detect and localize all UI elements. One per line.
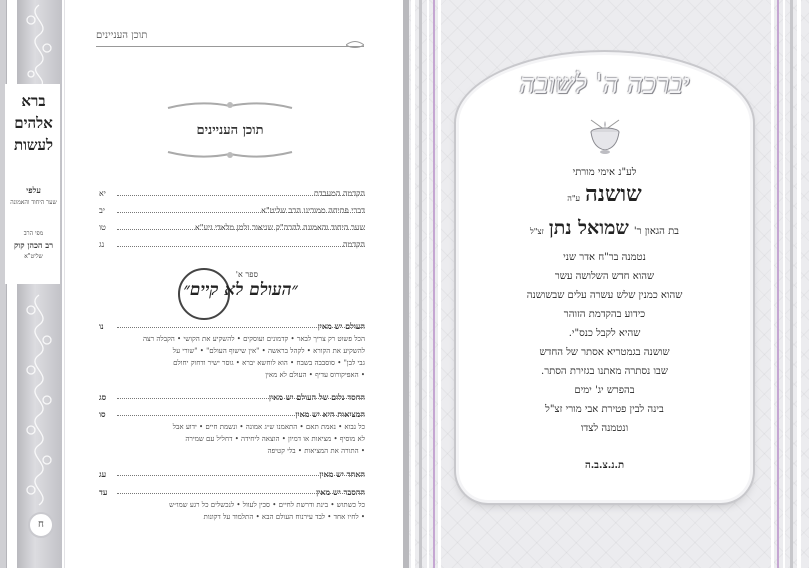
- toc-entry-page: יב: [99, 205, 115, 217]
- toc-entry[interactable]: [99, 239, 365, 251]
- author-label: מפי הרב: [23, 230, 44, 237]
- leader-dots: [117, 327, 365, 328]
- toc-subtopics-line: כל נבוא • נאמת תאם • התאמנו ש״ג אמונה • ונשמת חיים • ידוע אבל: [172, 423, 365, 431]
- toc-entry-label: העולם יש מאין: [317, 321, 365, 331]
- toc-subtopics-line: • התורה את המציאות • בלי קטיפה: [267, 447, 365, 455]
- dedication-name-row: [459, 181, 750, 207]
- header-flourish-icon: [346, 40, 364, 50]
- dedication-line-1: לע"נ אימי מורתי: [572, 167, 637, 178]
- border-stripe: [783, 0, 785, 568]
- toc-subtopics-line: • לחיו אחד • לבד עירנוח העולם הבא • התלמוד על דקונות: [203, 513, 365, 521]
- section-heading: [178, 268, 358, 320]
- toc-entry[interactable]: [99, 486, 365, 498]
- running-header-text: תוכן העניינים: [96, 30, 148, 41]
- border-stripe: [419, 0, 422, 568]
- toc-entry-page: סג: [99, 391, 115, 403]
- toc-entry-page: נג: [99, 239, 115, 251]
- dedication-frame: [459, 55, 750, 500]
- toc-subtopics-line: • האפיקורוס עדיף • העולם לא מאין: [265, 371, 365, 379]
- border-stripe: [427, 0, 429, 568]
- leader-dots: [117, 195, 365, 196]
- toc-entry-label: דברי פתיחה ממורינו הרב שליט"א: [261, 206, 365, 215]
- toc-title-block: [166, 100, 294, 162]
- toc-entry[interactable]: [99, 391, 365, 403]
- dedication-line: שהוא כמנין שלש עשרה עלים שבשושנה: [526, 290, 683, 301]
- toc-title: תוכן העניינים: [196, 123, 264, 138]
- subtitle-label: עלפי: [26, 185, 41, 195]
- dedication-line: בהפרש יג' ימים: [574, 385, 635, 396]
- toc-entry-label: החסד נלום של העולם יש מאין: [268, 392, 365, 402]
- dedication-line: נטמנה בר"ח אדר שני: [563, 252, 646, 263]
- toc-subtopics-line: גבי לבן" • סוסבבה בשבח • הוא לוחשא יברא • גוסר ישיר ודחוק יחולם: [173, 359, 365, 367]
- toc-entry-label: הקדמה המעבדת: [313, 189, 365, 198]
- toc-entry-page: נו: [99, 320, 115, 332]
- leader-dots: [117, 493, 365, 494]
- toc-entry[interactable]: [99, 222, 365, 234]
- toc-entry-page: סו: [99, 408, 115, 420]
- toc-entry-page: עד: [99, 486, 115, 498]
- accent-stripe: [777, 0, 779, 568]
- mother-name: שושנה: [585, 181, 642, 207]
- book-title-line-3: לעשות: [13, 136, 54, 154]
- border-stripe: [411, 0, 415, 568]
- book-title-line-2: אלהים: [14, 114, 53, 132]
- toc-entry-page: טו: [99, 222, 115, 234]
- book-title: [6, 90, 61, 156]
- leader-dots: [117, 415, 365, 416]
- memorial-lamp-icon: [585, 118, 625, 156]
- border-stripe: [771, 0, 774, 568]
- dedication-line: שושנה בגמטריא אסתר של החדש: [539, 347, 670, 358]
- running-header: [96, 30, 364, 47]
- dedication-line: שהיא לקבל כנס"י.: [568, 328, 641, 339]
- toc-entry-page: עג: [99, 468, 115, 480]
- border-stripe: [797, 0, 801, 568]
- intro-toc: [99, 188, 365, 254]
- leader-dots: [117, 212, 365, 213]
- author-suffix: שליט"א: [24, 253, 43, 260]
- page-number-badge: ח: [28, 512, 54, 538]
- border-stripe: [438, 0, 441, 568]
- toc-entry[interactable]: [99, 320, 365, 332]
- dedication-line: כידוע בהקדמת הזוהר: [563, 309, 646, 320]
- toc-entry[interactable]: [99, 408, 365, 420]
- accent-stripe: [433, 0, 435, 568]
- father-suffix: זצ"ל: [529, 227, 544, 236]
- toc-entry[interactable]: [99, 205, 365, 217]
- blessing-emboss-text: יברכה ה' לשובה: [519, 69, 690, 100]
- father-prefix: בת הגאון ר': [633, 226, 680, 237]
- toc-subtopics-line: להשקיע את הקורא • לקהל בראשה • "אין שישוף העולם" • "שורי על: [172, 347, 365, 355]
- toc-entry-label: הקדמה: [342, 240, 365, 249]
- leader-dots: [117, 229, 365, 230]
- section-prefix: ספר א': [235, 270, 258, 279]
- left-page: [0, 0, 403, 568]
- toc-entry-label: המציאות היא יש מאין: [295, 409, 365, 419]
- father-name: שמואל נתן: [548, 217, 629, 239]
- dedication-line: ונטמנה לצדו: [580, 423, 629, 434]
- toc-subtopics-line: לא מוסיף • מציאות או דמיון • הוצאה ליחידה • דחליל עם שמירה: [185, 435, 365, 443]
- section-title: ״העולם לא קיים״: [183, 280, 298, 300]
- leader-dots: [117, 398, 365, 399]
- dedication-line: בינה לבין פטירת אבי מורי זצ"ל: [545, 404, 664, 415]
- dedication-line: שהוא חדש השלושה עשר: [554, 271, 655, 282]
- border-stripe: [790, 0, 793, 568]
- section-toc: [99, 320, 365, 530]
- author-name: רב הכהן קוק: [13, 240, 54, 250]
- toc-entry-label: שער היחוד והאמונה להרה"ק שניאור זלמן מלאדי זיע"א: [195, 223, 365, 232]
- subtitle-text: שער היחוד והאמונה: [10, 199, 57, 206]
- dedication-line: שבו נסתרה מאתנו בגזירת הסתר.: [541, 366, 668, 377]
- toc-subtopics-line: הכל פשוט רק צריך לבאר • קדמונים ועוסקים • להשקיע את הקושי • הקבלה רצה: [143, 335, 365, 343]
- title-ornament-bottom-icon: [166, 148, 294, 160]
- toc-entry-label: האחד יש מאין: [319, 469, 365, 479]
- closing-acronym: ת.נ.צ.ב.ה: [584, 460, 625, 471]
- toc-entry[interactable]: [99, 468, 365, 480]
- right-page: [403, 0, 809, 568]
- leader-dots: [117, 475, 365, 476]
- margin-rule: [64, 0, 65, 568]
- dedication-father-row: [459, 217, 750, 240]
- book-title-line-1: ברא: [21, 92, 46, 110]
- leader-dots: [117, 246, 365, 247]
- toc-subtopics-line: כל כשתוש • בינת ודרשת לחיים • סכין לעוול • לנכשלים כל רגע שמו״ש: [169, 501, 365, 509]
- toc-entry-page: יא: [99, 188, 115, 200]
- toc-entry-label: ההסבר יש מאין: [316, 487, 365, 497]
- title-ornament-top-icon: [166, 100, 294, 112]
- toc-entry[interactable]: [99, 188, 365, 200]
- mother-name-suffix: ע"ה: [567, 194, 581, 203]
- page-edge: [403, 0, 409, 568]
